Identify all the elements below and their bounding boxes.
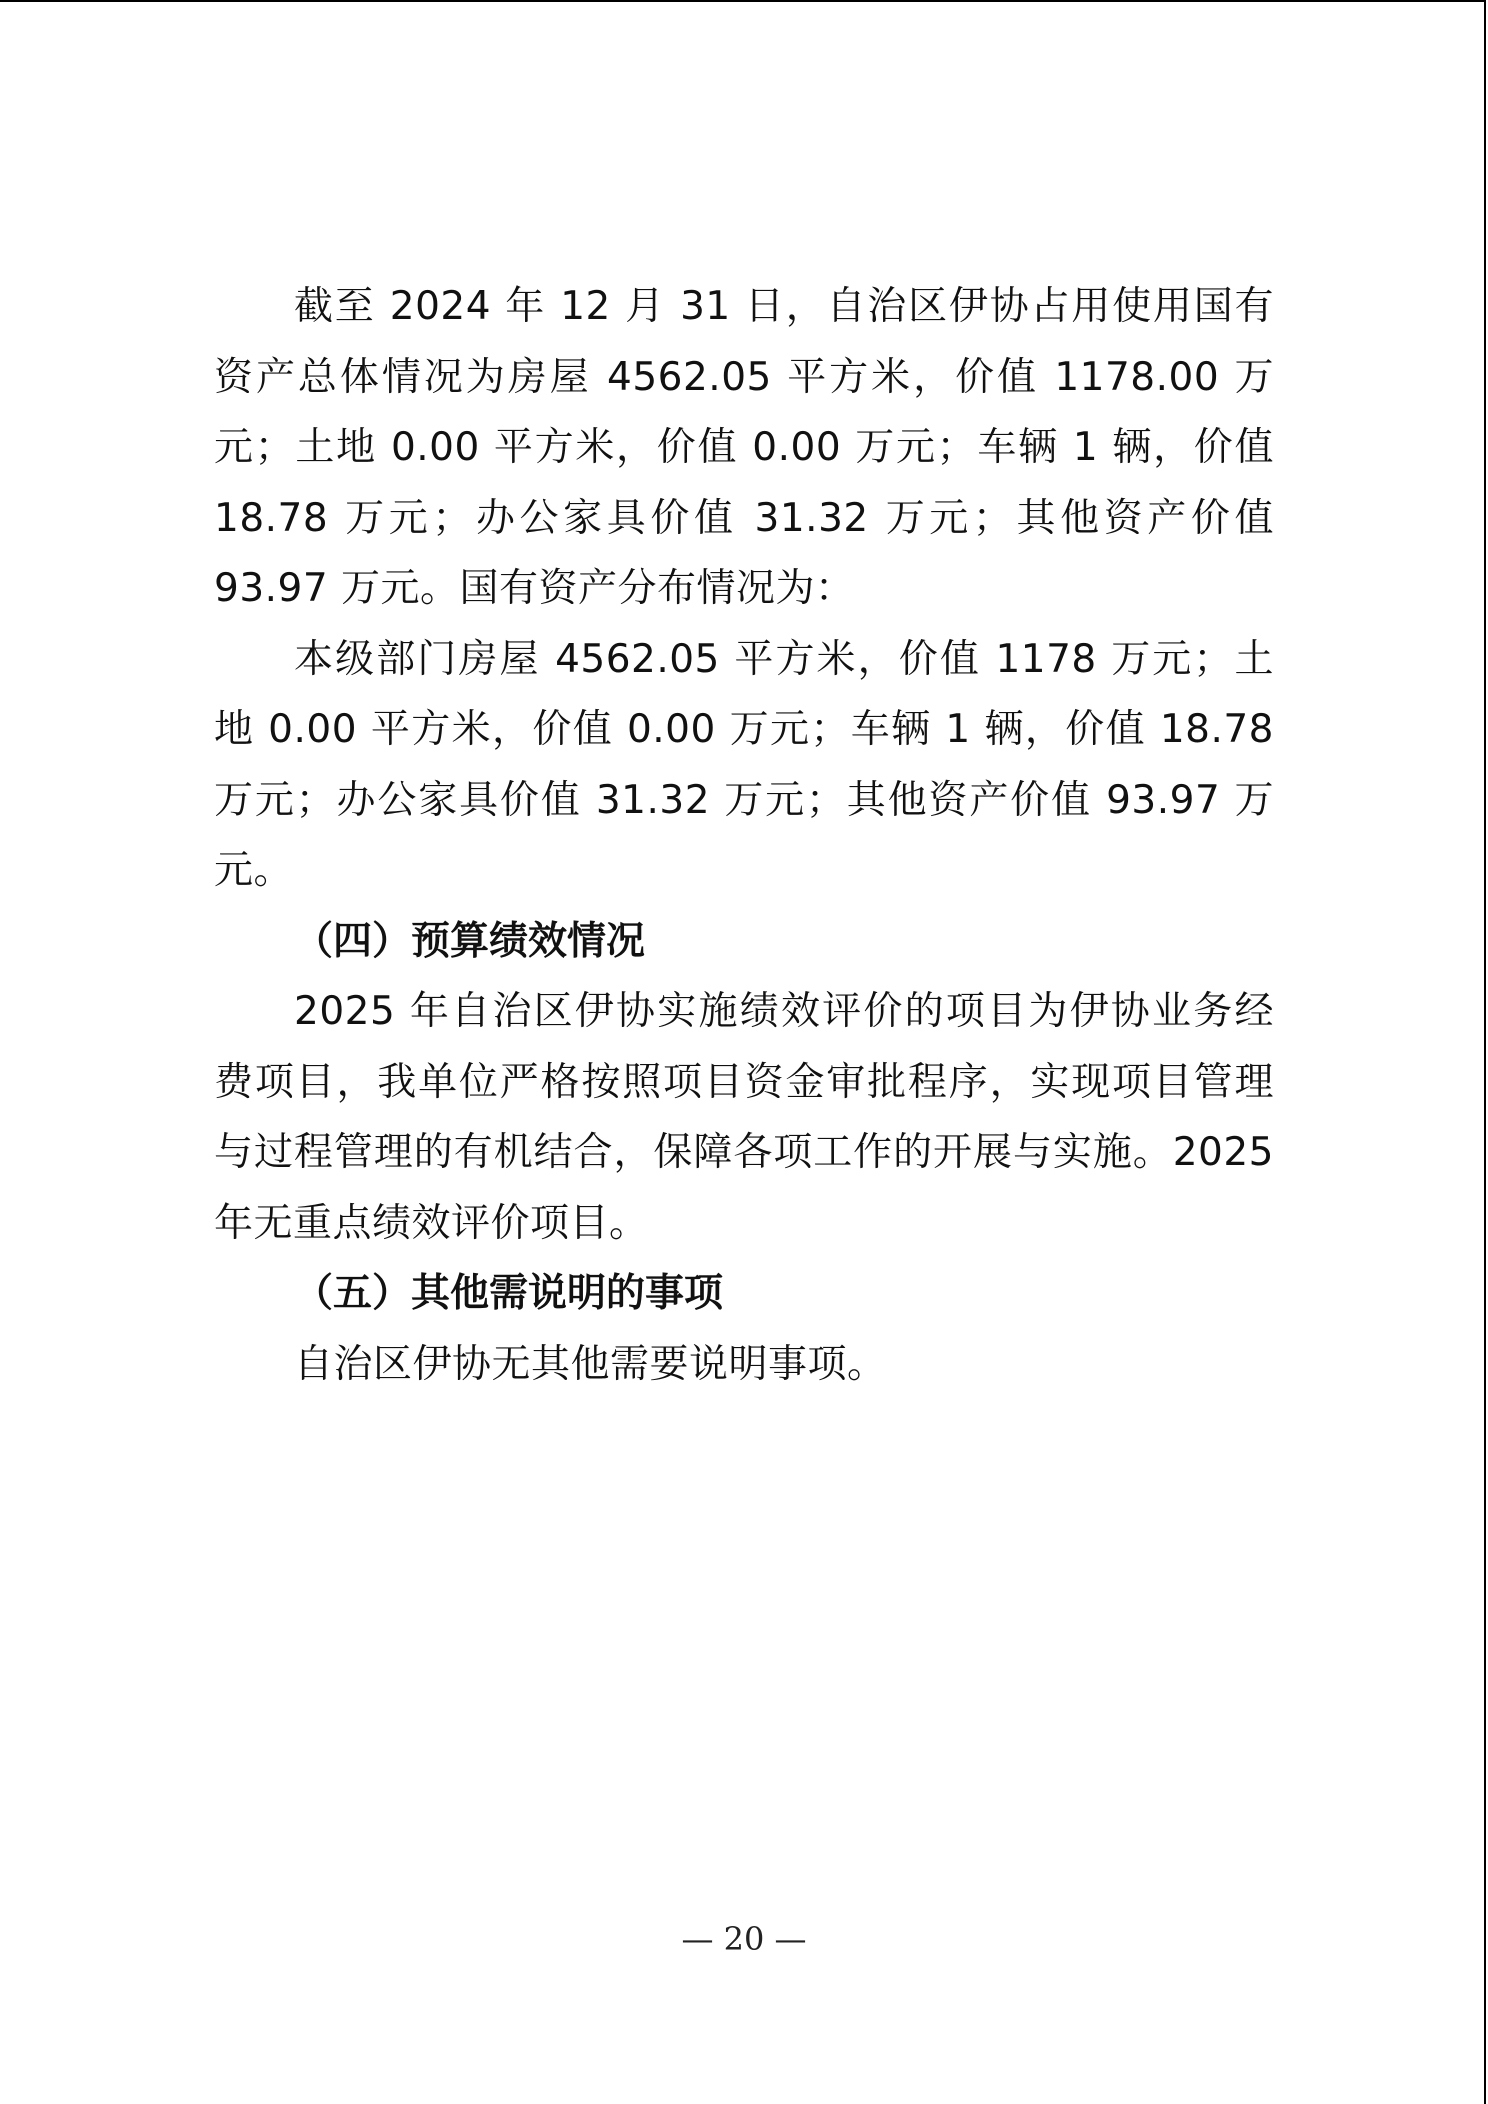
document-body <box>214 272 1274 1400</box>
budget-performance-paragraph: 2025 年自治区伊协实施绩效评价的项目为伊协业务经费项目，我单位严格按照项目资金审批程序，实现项目管理与过程管理的有机结合，保障各项工作的开展与实施。2025 年无重点绩效评价项目。 <box>214 989 1274 1246</box>
section-heading-budget-performance: （四）预算绩效情况 <box>294 918 646 964</box>
assets-overview-paragraph: 截至 2024 年 12 月 31 日，自治区伊协占用使用国有资产总体情况为房屋 4562.05 平方米，价值 1178.00 万元；土地 0.00 平方米，价值 0.00 万元；车辆 1 辆，价值 18.78 万元；办公家具价值 31.32 万元；其他资产价值 93.97 万元。国有资产分布情况为： <box>214 284 1274 611</box>
page-number: — 20 — <box>681 1920 807 1958</box>
other-matters-paragraph: 自治区伊协无其他需要说明事项。 <box>294 1341 887 1387</box>
assets-distribution-paragraph: 本级部门房屋 4562.05 平方米，价值 1178 万元；土地 0.00 平方米，价值 0.00 万元；车辆 1 辆，价值 18.78 万元；办公家具价值 31.32 万元；其他资产价值 93.97 万元。 <box>214 636 1274 893</box>
section-heading-other-matters: （五）其他需说明的事项 <box>294 1271 724 1316</box>
